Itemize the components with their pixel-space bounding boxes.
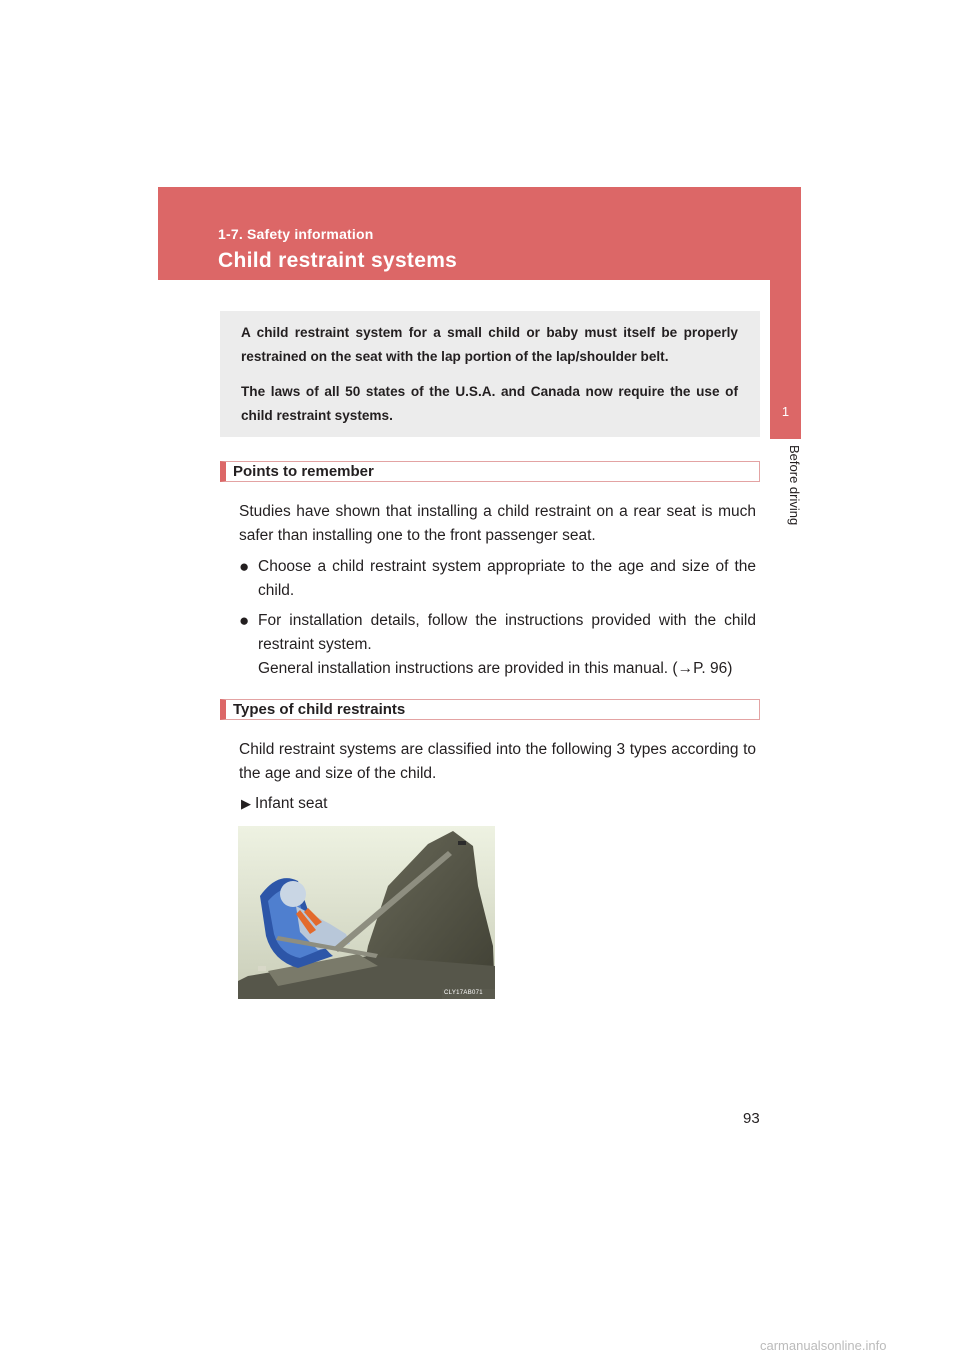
page-title: Child restraint systems [218, 249, 458, 272]
section-heading-types-of-child-restraints: Types of child restraints [220, 699, 760, 720]
chapter-tab-number: 1 [781, 404, 790, 419]
bullet-dot-icon: ● [239, 557, 250, 576]
cross-reference-link[interactable]: General installation instructions are provided in this manual. (→P. 96) [258, 660, 733, 677]
sub-item-infant-seat [241, 794, 327, 814]
intro-box [220, 311, 760, 437]
section-heading-points-to-remember: Points to remember [220, 461, 760, 482]
section-label: 1-7. Safety information [218, 226, 374, 242]
section-body-text: Studies have shown that installing a child restraint on a rear seat is much safer than installing one to the front passenger seat. [239, 503, 756, 544]
bullet-text: For installation details, follow the instructions provided with the child restraint system. [258, 612, 756, 653]
section-body-text: Child restraint systems are classified into the following 3 types according to the age and size of the child. [239, 741, 756, 782]
infant-seat-illustration [238, 826, 495, 999]
bullet-text: Choose a child restraint system appropriate to the age and size of the child. [258, 558, 756, 599]
sub-item-label: Infant seat [255, 795, 328, 812]
watermark: carmanualsonline.info [760, 1338, 887, 1353]
chapter-tab [770, 187, 801, 439]
triangle-right-icon: ▶ [241, 796, 251, 811]
intro-paragraph: The laws of all 50 states of the U.S.A. and Canada now require the use of child restraint systems. [241, 384, 738, 423]
chapter-label: Before driving [787, 445, 802, 526]
figure-code: CLY17AB071 [444, 990, 483, 996]
bullet-item [239, 609, 756, 681]
bullet-item [239, 555, 756, 603]
bullet-dot-icon: ● [239, 611, 250, 630]
intro-paragraph: A child restraint system for a small child or baby must itself be properly restrained on the seat with the lap portion of the lap/shoulder belt. [241, 325, 738, 364]
page-number: 93 [743, 1110, 760, 1127]
